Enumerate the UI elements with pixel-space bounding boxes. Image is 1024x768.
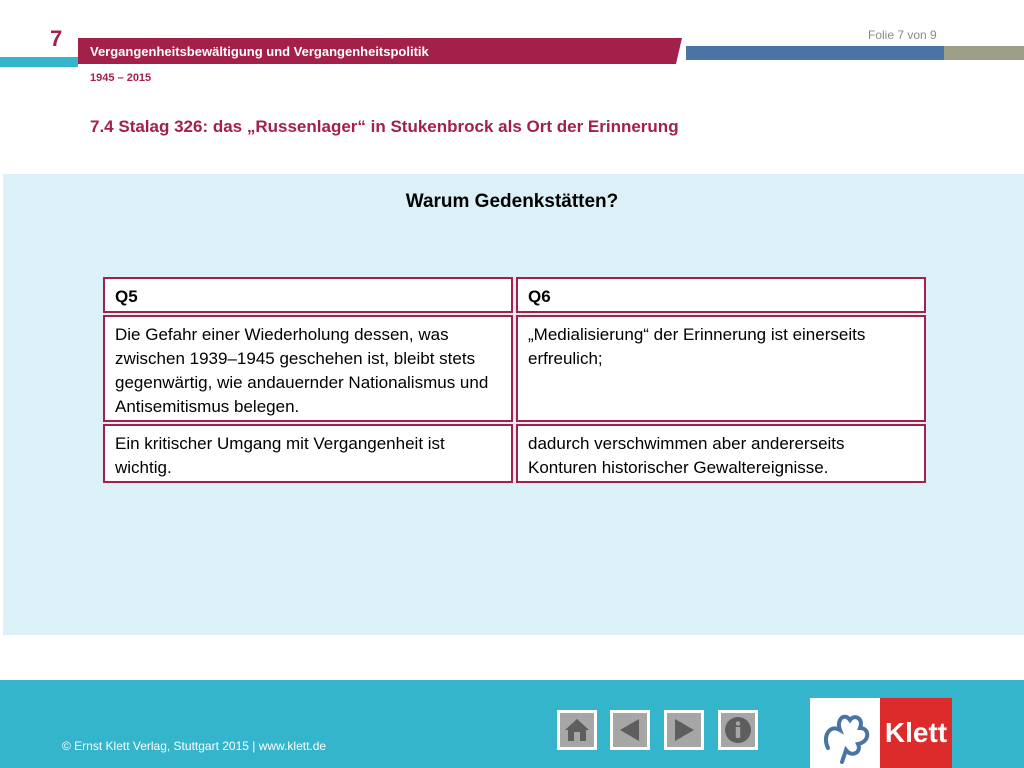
info-button[interactable] (718, 710, 758, 750)
triangle-right-icon (671, 717, 697, 743)
table-header-q6: Q6 (516, 277, 926, 313)
info-icon (724, 716, 752, 744)
home-icon (564, 717, 590, 743)
section-title: Warum Gedenkstätten? (405, 191, 619, 212)
header-period: 1945 – 2015 (90, 72, 152, 84)
klett-clover-icon (818, 706, 876, 764)
header-title: Vergangenheitsbewältigung und Vergangenheitspolitik (90, 44, 429, 59)
table-cell-q5-row1: Die Gefahr einer Wiederholung dessen, was zwischen 1939–1945 geschehen ist, bleibt stets gegenwärtig, wie andauernder Nationalismus und Antisemitismus belegen. (103, 315, 513, 422)
triangle-left-icon (617, 717, 643, 743)
header-accent-bar-grey (944, 46, 1024, 60)
slide-page-indicator: Folie 7 von 9 (868, 28, 937, 42)
klett-logo (810, 698, 952, 768)
previous-slide-button[interactable] (610, 710, 650, 750)
table-cell-q5-row2: Ein kritischer Umgang mit Vergangenheit ist wichtig. (103, 424, 513, 483)
header-accent-bar-left (0, 57, 78, 67)
table-cell-q6-row1: „Medialisierung“ der Erinnerung ist einerseits erfreulich; (516, 315, 926, 422)
klett-logo-text: Klett (880, 698, 952, 768)
table-cell-q6-row2: dadurch verschwimmen aber andererseits Konturen historischer Gewaltereignisse. (516, 424, 926, 483)
copyright-text: © Ernst Klett Verlag, Stuttgart 2015 | www.klett.de (62, 739, 327, 753)
home-button[interactable] (557, 710, 597, 750)
table-header-q5: Q5 (103, 277, 513, 313)
chapter-number: 7 (50, 26, 63, 51)
next-slide-button[interactable] (664, 710, 704, 750)
header-accent-bar-blue (686, 46, 944, 60)
slide-subtitle: 7.4 Stalag 326: das „Russenlager“ in Stukenbrock als Ort der Erinnerung (90, 117, 679, 136)
